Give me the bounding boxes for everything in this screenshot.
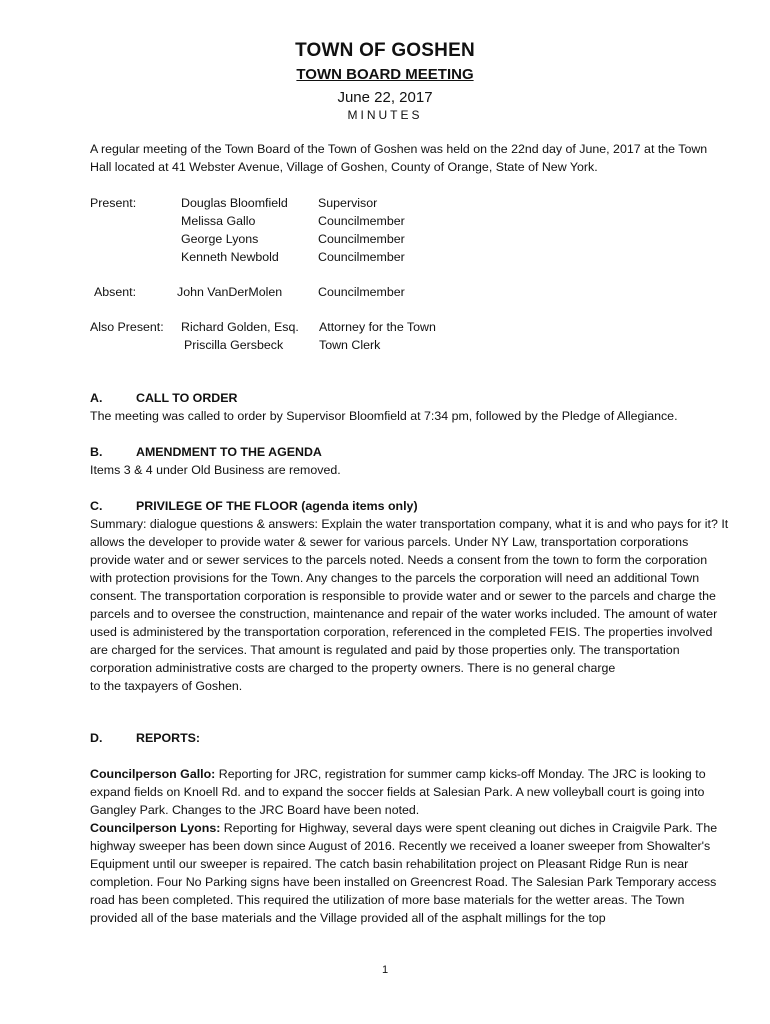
attendee-role: Councilmember	[318, 250, 405, 264]
section-letter: A.	[90, 391, 103, 405]
present-names	[181, 194, 288, 266]
section-letter: C.	[90, 499, 103, 513]
attendee-name: Richard Golden, Esq.	[181, 320, 299, 334]
meeting-date: June 22, 2017	[337, 89, 433, 106]
present-label: Present:	[90, 196, 137, 210]
attendee-name: Priscilla Gersbeck	[184, 338, 284, 352]
also-present-roles	[319, 318, 436, 354]
also-present-names	[181, 318, 299, 354]
report-label: Councilperson Gallo:	[90, 767, 216, 781]
section-title: CALL TO ORDER	[136, 391, 238, 405]
section-reports	[90, 729, 730, 927]
attendee-role: Councilmember	[318, 232, 405, 246]
section-letter: D.	[90, 731, 103, 745]
section-title: AMENDMENT TO THE AGENDA	[136, 445, 322, 459]
also-present-label: Also Present:	[90, 320, 164, 334]
attendee-name: George Lyons	[181, 232, 259, 246]
absent-label: Absent:	[94, 285, 137, 299]
attendee-role: Attorney for the Town	[319, 320, 436, 334]
intro-paragraph: A regular meeting of the Town Board of the Town of Goshen was held on the 22nd day of June, 2017 at the Town Hall located at 41 Webster Avenue, Village of Goshen, County of Orange, State of New York.	[90, 142, 708, 174]
section-amendment	[90, 443, 730, 479]
attendee-role: Supervisor	[318, 196, 378, 210]
report-gallo	[90, 765, 730, 819]
present-roles	[318, 194, 405, 266]
section-heading	[90, 729, 730, 747]
section-call-to-order	[90, 389, 730, 425]
attendee-role: Town Clerk	[319, 338, 381, 352]
absent-name: John VanDerMolen	[177, 285, 283, 299]
section-privilege-of-floor	[90, 497, 730, 695]
document-title: TOWN OF GOSHEN	[295, 40, 475, 61]
section-heading	[90, 497, 730, 515]
attendee-name: Kenneth Newbold	[181, 250, 279, 264]
absent-role: Councilmember	[318, 285, 405, 299]
page-number: 1	[381, 964, 389, 976]
section-body: Items 3 & 4 under Old Business are removed.	[90, 463, 341, 477]
report-label: Councilperson Lyons:	[90, 821, 221, 835]
report-text: Reporting for Highway, several days were spent cleaning out diches in Craigvile Park. The highway sweeper has been down since August of 2016. Recently we received a loaner sweeper from Showalter's Equipment until our sweeper is repaired. The catch basin rehabilitation project on Pleasant Ridge Run is near completion. Four No Parking signs have been installed on Greencrest Road. The Salesian Park Temporary access road has been completed. This required the utilization of more base materials for the wetter areas. The Town provided all of the base materials and the Village provided all of the asphalt millings for the top	[90, 821, 718, 925]
section-letter: B.	[90, 445, 103, 459]
minutes-label: MINUTES	[347, 108, 423, 122]
meeting-title: TOWN BOARD MEETING	[296, 66, 474, 83]
attendee-name: Melissa Gallo	[181, 214, 256, 228]
attendee-name: Douglas Bloomfield	[181, 196, 288, 210]
report-lyons	[90, 819, 730, 927]
section-body: The meeting was called to order by Supervisor Bloomfield at 7:34 pm, followed by the Pledge of Allegiance.	[90, 409, 678, 423]
section-heading	[90, 443, 730, 461]
attendee-role: Councilmember	[318, 214, 405, 228]
section-title: PRIVILEGE OF THE FLOOR (agenda items only)	[136, 499, 418, 513]
section-body-tail: to the taxpayers of Goshen.	[90, 679, 243, 693]
report-text: Reporting for JRC, registration for summer camp kicks-off Monday. The JRC is looking to expand fields on Knoell Rd. and to expand the soccer fields at Salesian Park. A new volleyball court is going into Gangley Park. Changes to the JRC Board have been noted.	[90, 767, 706, 817]
section-heading	[90, 389, 730, 407]
section-body: Summary: dialogue questions & answers: Explain the water transportation company, what it is and who pays for it? It allows the developer to provide water & sewer for various parcels. Under NY Law, transportation corporations provide water and or sewer services to the parcels noted. Needs a consent from the town to form the corporation with protection provisions for the Town. Any changes to the parcels the corporation will need an additional Town consent. The transportation corporation is responsible to provide water and or sewer to the parcels and charge the parcels and to oversee the construction, maintenance and repair of the water works included. The amount of water used is administered by the transportation corporation, referenced in the completed FEIS. The properties involved are charged for the services. That amount is regulated and paid by those properties only. The transportation corporation administrative costs are charged to the property owners. There is no general charge	[90, 517, 729, 675]
section-title: REPORTS:	[136, 731, 201, 745]
